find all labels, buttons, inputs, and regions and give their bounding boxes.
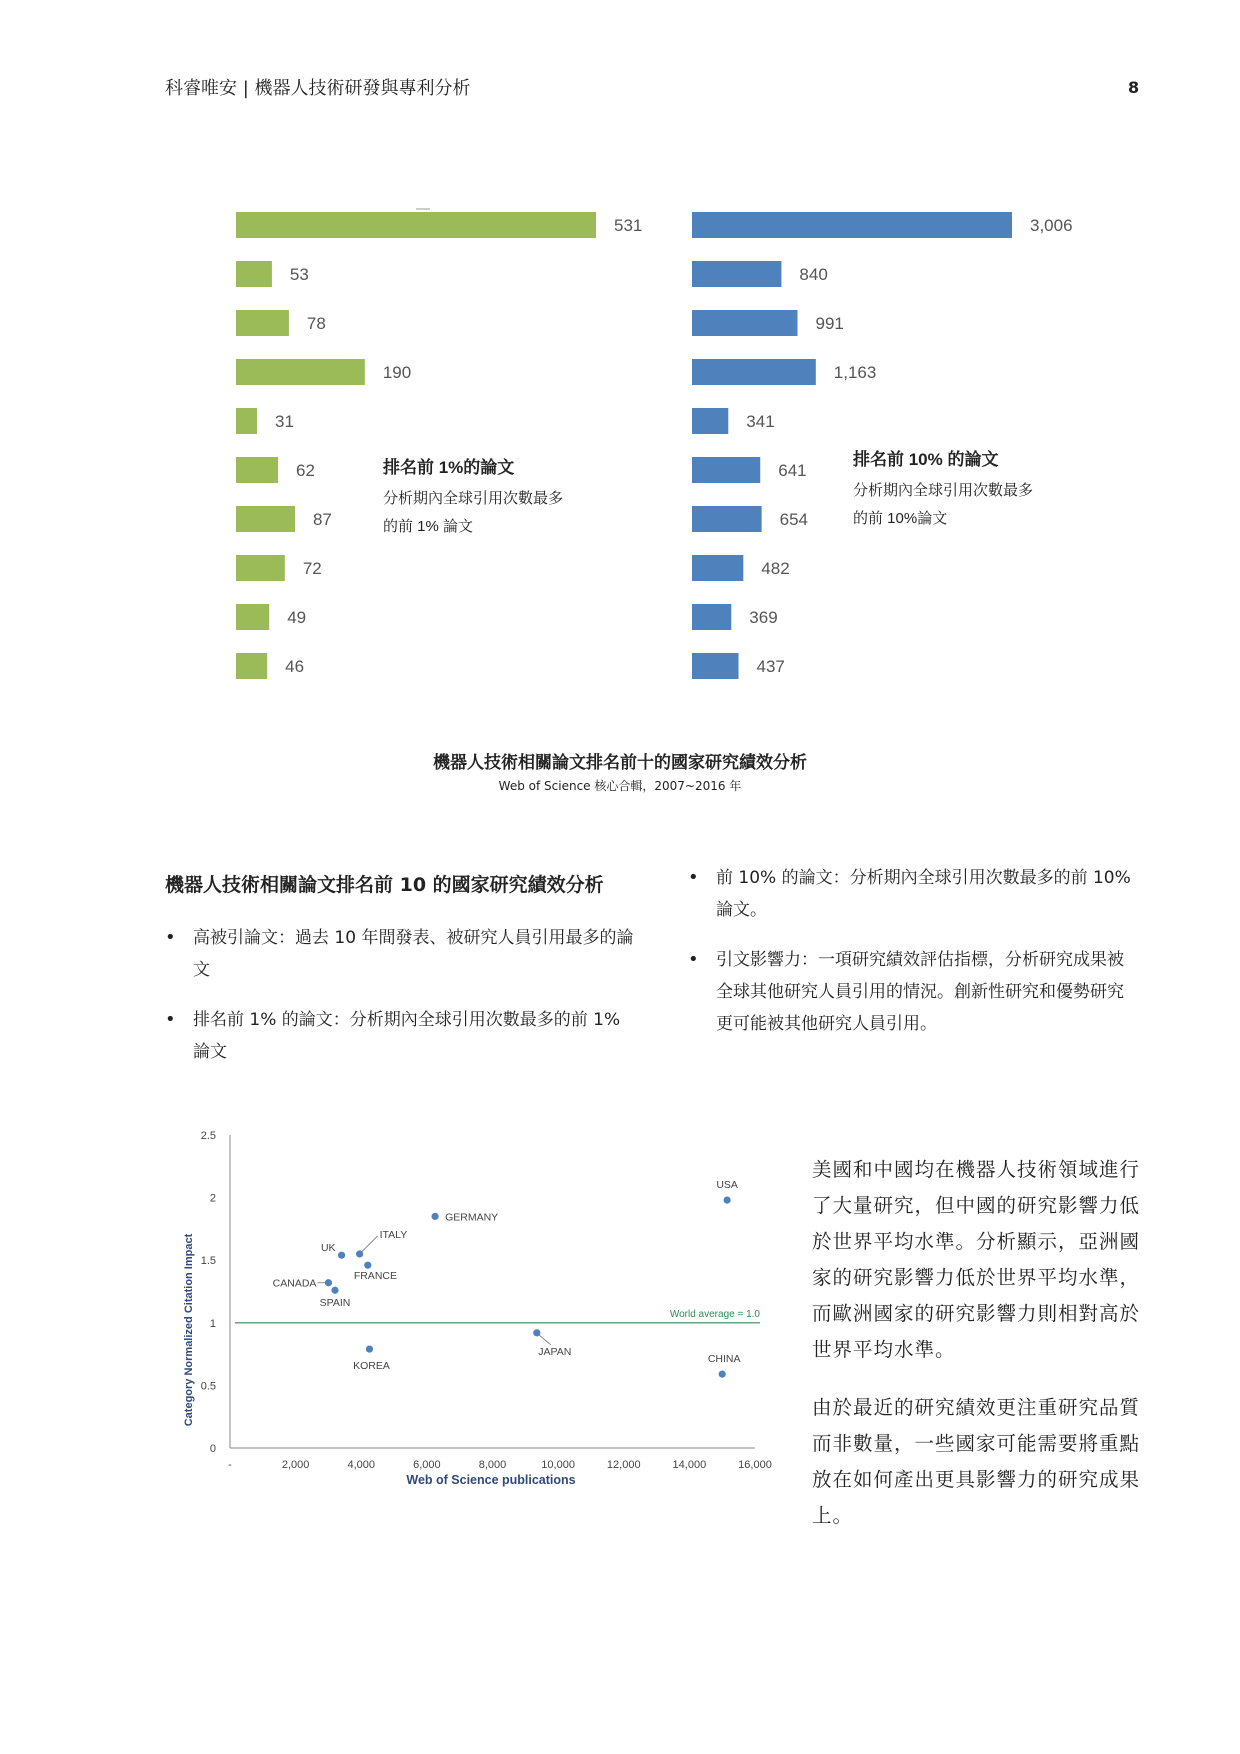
x-tick-label: 8,000 [478,1459,507,1471]
point-label: USA [716,1179,738,1192]
top10pct-bar-label: 369 [749,608,778,627]
top10pct-bar-label: 840 [799,265,828,284]
top1pct-bar [236,261,272,287]
top1pct-bar-label: 62 [296,461,315,480]
top10pct-bar [692,212,1012,238]
top1pct-bar [236,212,596,238]
right-definition-list [688,862,1138,1058]
x-tick-label: 2,000 [281,1459,310,1471]
definition-item: • 高被引論文：過去 10 年間發表、被研究人員引用最多的論文 [165,922,635,986]
x-tick-label: - [228,1459,232,1471]
body-paragraph: 由於最近的研究績效更注重研究品質而非數量，一些國家可能需要將重點放在如何產出更具影響力的研究成果上。 [812,1396,1141,1527]
scatter-points [273,1179,741,1378]
top10pct-bar-label: 654 [779,510,808,529]
top10-bar-chart [692,212,1073,679]
top10pct-bar [692,604,731,630]
top1pct-bar-label: 87 [312,510,332,529]
top1pct-bar [236,457,278,483]
top1pct-bar [236,506,295,532]
definition-item: • 引文影響力：一項研究績效評估指標，分析研究成果被全球其他研究人員引用的情況。創新性研究和優勢研究更可能被其他研究人員引用。 [688,944,1138,1040]
y-tick-label: 0 [209,1443,216,1455]
top10-annotation-line: 分析期內全球引用次數最多 [853,482,1034,499]
scatter-point [431,1213,438,1220]
top10pct-bar [692,457,760,483]
scatter-point [719,1371,726,1378]
top10pct-bar [692,261,781,287]
top1-annotation-title: 排名前 1%的論文 [383,458,515,477]
top10pct-bar [692,555,743,581]
top10-annotation-title: 排名前 10% 的論文 [853,450,999,469]
point-label: SPAIN [319,1297,351,1310]
top1-annotation [383,457,563,535]
top1-bar-chart [236,212,642,679]
scatter-point [364,1262,371,1269]
x-tick-label: 14,000 [672,1459,707,1471]
x-tick-label: 16,000 [738,1459,772,1471]
point-label: JAPAN [538,1345,572,1358]
header-title: 科睿唯安 | 機器人技術研發與專利分析 [165,78,471,99]
y-tick-label: 1 [209,1317,216,1330]
figure-caption-title: 機器人技術相關論文排名前十的國家研究績效分析 [433,753,807,773]
top1pct-bar [236,555,285,581]
top10pct-bar-label: 341 [746,412,775,431]
top1pct-bar [236,408,257,434]
top1pct-bar [236,604,269,630]
top1pct-bar-label: 49 [287,608,307,627]
top10pct-bar-label: 1,163 [833,363,877,382]
y-tick-label: 1.5 [200,1255,216,1268]
top1pct-bar-label: 78 [306,314,326,333]
top10pct-bar-label: 641 [778,461,807,480]
leader-line [539,1335,551,1345]
top1pct-bar [236,310,289,336]
scatter-point [331,1287,338,1294]
point-label: CHINA [707,1353,741,1366]
top10pct-bar [692,653,739,679]
top1pct-bar [236,359,365,385]
top1pct-bar [236,653,267,679]
top10pct-bar [692,310,797,336]
top10pct-bar [692,506,762,532]
top1pct-bar-label: 190 [382,363,412,382]
x-tick-label: 10,000 [541,1459,575,1471]
bar-charts [0,195,1240,715]
y-axis-label: Category Normalized Citation Impact [183,1233,195,1427]
top1pct-bar-label: 31 [275,412,294,431]
definition-item: • 前 10% 的論文：分析期內全球引用次數最多的前 10% 論文。 [688,862,1138,926]
top10pct-bar-label: 437 [756,657,785,676]
point-label: UK [320,1242,336,1255]
leader-line [362,1236,378,1252]
top1-annotation-line: 分析期內全球引用次數最多 [383,490,564,507]
top10-annotation [853,449,1033,527]
figure-caption-subtitle: Web of Science 核心合輯，2007~2016 年 [498,779,742,793]
world-average-label: World average = 1.0 [669,1308,760,1320]
top10pct-bar-label: 482 [761,559,790,578]
x-axis-label: Web of Science publications [406,1473,576,1487]
x-tick-label: 12,000 [606,1459,641,1471]
y-tick-label: 2 [209,1192,216,1205]
top10pct-bar [692,359,816,385]
point-label: FRANCE [353,1270,397,1283]
scatter-point [724,1197,731,1204]
x-tick-label: 6,000 [413,1459,441,1471]
scatter-point [338,1252,345,1259]
point-label: CANADA [272,1277,317,1290]
page-number: 8 [1128,78,1140,97]
scatter-point [325,1279,332,1286]
top1pct-bar-label: 72 [302,559,322,578]
top10-annotation-line: 的前 10%論文 [853,510,948,527]
y-tick-label: 0.5 [200,1380,216,1393]
left-definition-list [165,922,635,1086]
scatter-point [366,1345,373,1352]
top1pct-bar-label: 46 [285,657,305,676]
body-paragraph: 美國和中國均在機器人技術領域進行了大量研究，但中國的研究影響力低於世界平均水準。分析顯示，亞洲國家的研究影響力低於世界平均水準，而歐洲國家的研究影響力則相對高於世界平均水準。 [812,1158,1141,1361]
top10pct-bar-label: 3,006 [1030,216,1073,235]
point-label: KOREA [353,1360,390,1373]
x-tick-label: 4,000 [347,1459,376,1471]
top1pct-bar-label: 531 [614,216,643,235]
top10pct-bar-label: 991 [815,314,844,333]
top1-annotation-line: 的前 1% 論文 [383,518,474,535]
scatter-axes [201,1130,772,1471]
top1pct-bar-label: 53 [289,265,309,284]
point-label: GERMANY [445,1211,499,1224]
scatter-chart [170,1120,790,1500]
y-tick-label: 2.5 [200,1130,216,1142]
definition-item: • 排名前 1% 的論文：分析期內全球引用次數最多的前 1% 論文 [165,1004,635,1068]
section-title: 機器人技術相關論文排名前 10 的國家研究績效分析 [165,874,604,896]
point-label: ITALY [379,1228,408,1241]
top10pct-bar [692,408,728,434]
